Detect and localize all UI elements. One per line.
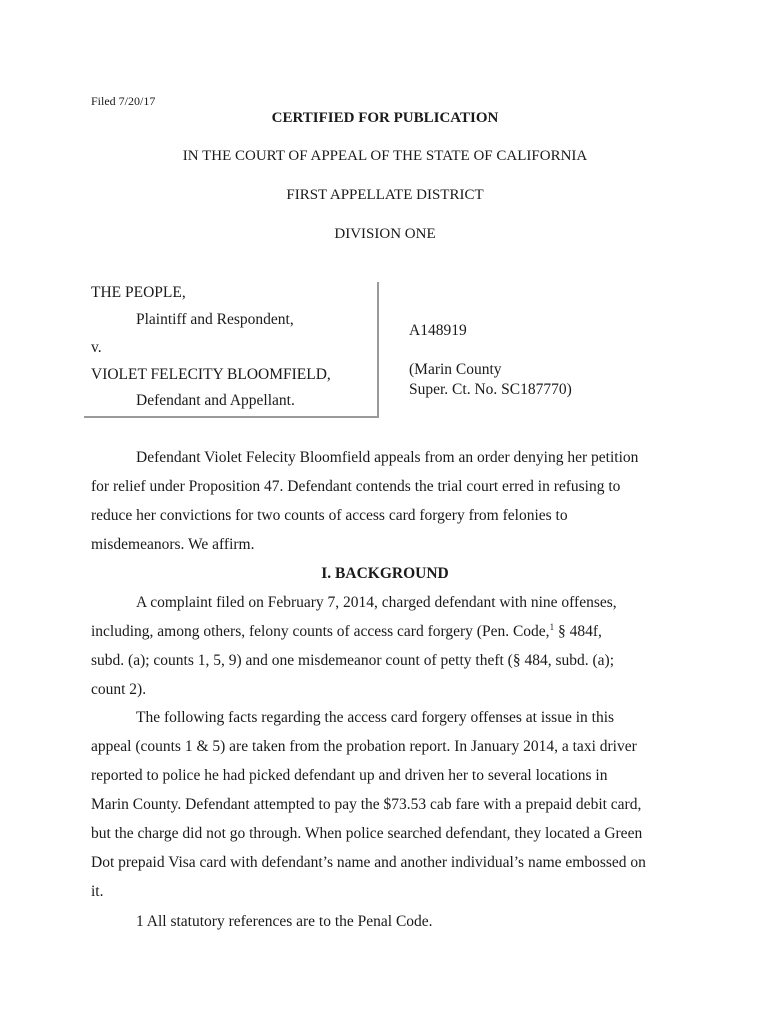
paragraph-line: A complaint filed on February 7, 2014, charged defendant with nine offenses, xyxy=(136,594,617,611)
paragraph-line: Dot prepaid Visa card with defendant’s name and another individual’s name embossed on xyxy=(91,854,646,871)
paragraph-line: The following facts regarding the access card forgery offenses at issue in this xyxy=(136,709,615,726)
paragraph-line: subd. (a); counts 1, 5, 9) and one misdemeanor count of petty theft (§ 484, subd. (a); xyxy=(91,652,615,669)
intro-line: for relief under Proposition 47. Defendant contends the trial court erred in refusing to xyxy=(91,478,621,495)
county-line-2: Super. Ct. No. SC187770) xyxy=(409,381,572,398)
paragraph-line: Marin County. Defendant attempted to pay the $73.53 cab fare with a prepaid debit card, xyxy=(91,796,642,813)
footnote-reference[interactable]: 1 xyxy=(549,622,555,632)
defendant-name: VIOLET FELECITY BLOOMFIELD, xyxy=(91,366,331,383)
case-number: A148919 xyxy=(409,322,467,339)
certified-heading: CERTIFIED FOR PUBLICATION xyxy=(271,110,499,126)
line-text: including, among others, felony counts of access card forgery (Pen. Code, xyxy=(91,623,550,640)
paragraph-line: count 2). xyxy=(91,681,147,698)
paragraph-line: reported to police he had picked defendant up and driven her to several locations in xyxy=(91,767,608,784)
section-heading: I. BACKGROUND xyxy=(321,565,449,582)
intro-line: misdemeanors. We affirm. xyxy=(91,536,255,553)
court-name: IN THE COURT OF APPEAL OF THE STATE OF CALIFORNIA xyxy=(182,148,588,164)
versus: v. xyxy=(91,339,102,356)
intro-line: Defendant Violet Felecity Bloomfield appeals from an order denying her petition xyxy=(136,449,639,466)
plaintiff-name: THE PEOPLE, xyxy=(91,284,186,301)
county-line-1: (Marin County xyxy=(409,361,502,378)
paragraph-line: but the charge did not go through. When police searched defendant, they located a Green xyxy=(91,825,643,842)
line-text: § 484f, xyxy=(554,623,602,640)
division-name: DIVISION ONE xyxy=(334,226,436,242)
plaintiff-role: Plaintiff and Respondent, xyxy=(136,311,294,328)
filed-date: Filed 7/20/17 xyxy=(91,94,156,108)
defendant-role: Defendant and Appellant. xyxy=(136,392,295,409)
footnote-text: 1 All statutory references are to the Penal Code. xyxy=(136,913,433,930)
paragraph-line: it. xyxy=(91,883,104,900)
appellate-district: FIRST APPELLATE DISTRICT xyxy=(286,187,484,203)
intro-line: reduce her convictions for two counts of access card forgery from felonies to xyxy=(91,507,568,524)
paragraph-line: appeal (counts 1 & 5) are taken from the probation report. In January 2014, a taxi driver xyxy=(91,738,637,755)
paragraph-line-with-footnote xyxy=(91,623,602,641)
